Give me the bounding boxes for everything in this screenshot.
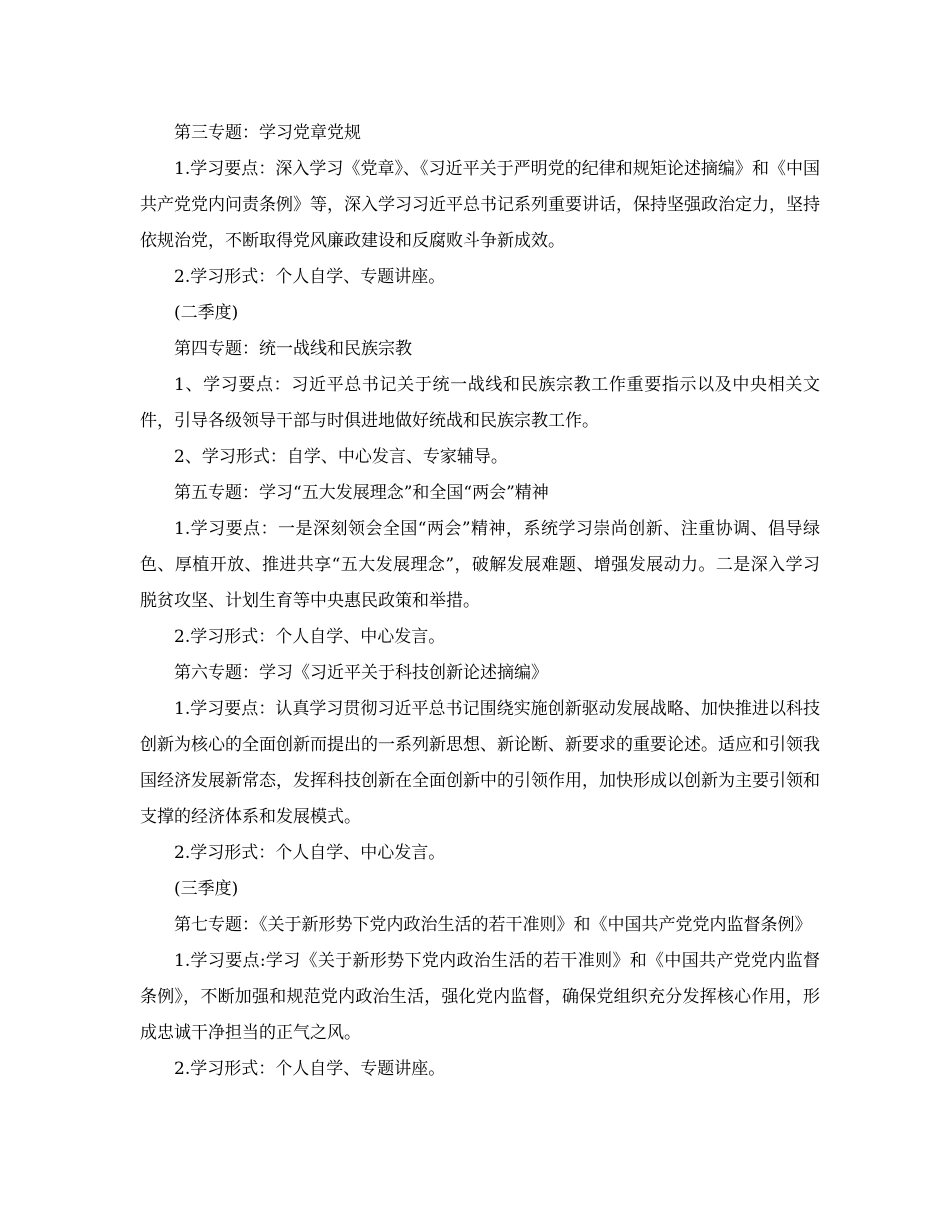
section-heading-3: 第三专题：学习党章党规: [174, 123, 361, 143]
document-page: [140, 115, 820, 1087]
study-format-4: 2、学习形式：自学、中心发言、专家辅导。: [174, 447, 508, 467]
study-points-7: 1.学习要点:学习《关于新形势下党内政治生活的若干准则》和《中国共产党党内监督条例》，不断加强和规范党内政治生活，强化党内监督，确保党组织充分发挥核心作用，形成忠诚干净担当的正气之风。: [140, 951, 820, 1043]
section-heading-4: 第四专题：统一战线和民族宗教: [174, 339, 412, 359]
study-points-4: 1、学习要点：习近平总书记关于统一战线和民族宗教工作重要指示以及中央相关文件，引导各级领导干部与时俱进地做好统战和民族宗教工作。: [140, 375, 820, 431]
section-heading-6: 第六专题：学习《习近平关于科技创新论述摘编》: [174, 663, 548, 683]
quarter-label-2: (二季度): [174, 303, 239, 323]
section-heading-5: 第五专题：学习“五大发展理念”和全国“两会”精神: [174, 483, 549, 503]
section-heading-7: 第七专题：《关于新形势下党内政治生活的若干准则》和《中国共产党党内监督条例》: [174, 915, 812, 935]
study-points-3: 1.学习要点：深入学习《党章》、《习近平关于严明党的纪律和规矩论述摘编》和《中国共产党党内问责条例》等，深入学习习近平总书记系列重要讲话，保持坚强政治定力，坚持依规治党，不断取得党风廉政建设和反腐败斗争新成效。: [140, 159, 820, 251]
study-format-6: 2.学习形式：个人自学、中心发言。: [174, 843, 446, 863]
study-points-6: 1.学习要点：认真学习贯彻习近平总书记围绕实施创新驱动发展战略、加快推进以科技创新为核心的全面创新而提出的一系列新思想、新论断、新要求的重要论述。适应和引领我国经济发展新常态，发挥科技创新在全面创新中的引领作用，加快形成以创新为主要引领和支撑的经济体系和发展模式。: [140, 699, 820, 827]
study-format-7: 2.学习形式：个人自学、专题讲座。: [174, 1059, 446, 1079]
study-points-5: 1.学习要点：一是深刻领会全国“两会”精神，系统学习崇尚创新、注重协调、倡导绿色、厚植开放、推进共享“五大发展理念”，破解发展难题、增强发展动力。二是深入学习脱贫攻坚、计划生育等中央惠民政策和举措。: [140, 519, 820, 611]
quarter-label-3: (三季度): [174, 879, 239, 899]
study-format-5: 2.学习形式：个人自学、中心发言。: [174, 627, 446, 647]
study-format-3: 2.学习形式：个人自学、专题讲座。: [174, 267, 446, 287]
